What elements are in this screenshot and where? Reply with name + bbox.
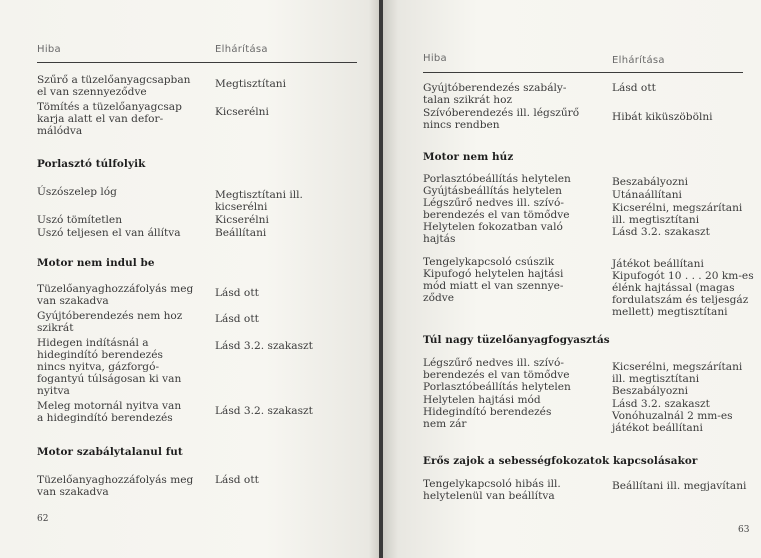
- fix-line: Megtisztítani ill.: [215, 189, 303, 201]
- fix-line: Kicserélni, megszárítani: [612, 361, 743, 373]
- cause-line: Légszűrő nedves ill. szívó-: [423, 197, 564, 209]
- header-hiba: Hiba: [423, 53, 447, 64]
- cause-line: van szakadva: [37, 295, 109, 307]
- cause-line: szikrát: [37, 322, 74, 334]
- fix-line: Hibát kiküszöbölni: [612, 111, 713, 123]
- cause-line: berendezés el van tömődve: [423, 369, 570, 381]
- section-title: Motor nem indul be: [37, 257, 155, 269]
- cause-line: mód miatt el van szennye-: [423, 280, 564, 292]
- fix-line: Megtisztítani: [215, 78, 286, 90]
- fix-line: Lásd ott: [215, 474, 259, 486]
- cause-line: Hidegen indításnál a: [37, 337, 149, 349]
- fix-line: Kicserélni, megszárítani: [612, 202, 743, 214]
- cause-line: fogantyú túlságosan ki van: [37, 373, 182, 385]
- section-title: Túl nagy tüzelőanyagfogyasztás: [423, 334, 610, 346]
- cause-line: van szakadva: [37, 486, 109, 498]
- fix-line: ill. megtisztítani: [612, 214, 700, 226]
- cause-line: Tengelykapcsoló csúszik: [423, 256, 555, 268]
- fix-line: kicserélni: [215, 201, 268, 213]
- fix-line: Lásd ott: [612, 82, 656, 94]
- fix-line: Beállítani ill. megjavítani: [612, 480, 747, 492]
- cause-line: nincs nyitva, gázforgó-: [37, 361, 160, 373]
- fix-line: Kipufogót 10 . . . 20 km-es: [612, 270, 754, 282]
- cause-line: Tüzelőanyaghozzáfolyás meg: [37, 474, 194, 486]
- cause-line: helytelenül van beállítva: [423, 490, 555, 502]
- fix-line: Lásd 3.2. szakaszt: [612, 226, 710, 238]
- page-number: 62: [37, 514, 49, 524]
- cause-line: Porlasztóbeállítás helytelen: [423, 173, 571, 185]
- fix-line: ill. megtisztítani: [612, 373, 700, 385]
- cause-line: karja alatt el van defor-: [37, 113, 164, 125]
- cause-line: málódva: [37, 125, 83, 137]
- fix-line: Lásd 3.2. szakaszt: [612, 398, 710, 410]
- cause-line: Szívóberendezés ill. légszűrő: [423, 107, 580, 119]
- fix-line: Utánaállítani: [612, 189, 682, 201]
- cause-line: hidegindító berendezés: [37, 349, 163, 361]
- header-elharitasa: Elhárítása: [215, 44, 268, 55]
- page-number: 63: [738, 525, 750, 535]
- cause-line: nincs rendben: [423, 119, 500, 131]
- fix-line: élénk hajtással (magas: [612, 282, 735, 294]
- section-title: Porlasztó túlfolyik: [37, 158, 146, 170]
- header-elharitasa: Elhárítása: [612, 55, 665, 66]
- cause-line: Tömítés a tüzelőanyagcsap: [37, 101, 182, 113]
- left-page: [0, 0, 380, 558]
- cause-line: Légszűrő nedves ill. szívó-: [423, 357, 564, 369]
- fix-line: Lásd ott: [215, 313, 259, 325]
- cause-line: Hidegindító berendezés: [423, 406, 552, 418]
- cause-line: el van szennyeződve: [37, 86, 147, 98]
- cause-line: a hidegindító berendezés: [37, 412, 173, 424]
- fix-line: fordulatszám és teljesgáz: [612, 294, 749, 306]
- header-rule: [37, 62, 357, 63]
- fix-line: Lásd 3.2. szakaszt: [215, 405, 313, 417]
- fix-line: Beszabályozni: [612, 385, 689, 397]
- cause-line: Helytelen fokozatban való: [423, 221, 563, 233]
- fix-line: Kicserélni: [215, 214, 269, 226]
- section-title: Erős zajok a sebességfokozatok kapcsolásakor: [423, 455, 698, 467]
- cause-line: berendezés el van tömődve: [423, 209, 570, 221]
- cause-line: nyitva: [37, 385, 70, 397]
- cause-line: Gyújtóberendezés nem hoz: [37, 310, 183, 322]
- right-page: [383, 0, 761, 558]
- fix-line: Vonóhuzalnál 2 mm-es: [612, 410, 733, 422]
- cause-line: Uszó teljesen el van állítva: [37, 227, 181, 239]
- cause-line: Meleg motornál nyitva van: [37, 400, 182, 412]
- section-title: Motor nem húz: [423, 151, 514, 163]
- header-hiba: Hiba: [37, 44, 61, 55]
- fix-line: Kicserélni: [215, 106, 269, 118]
- cause-line: Gyújtásbeállítás helytelen: [423, 185, 562, 197]
- fix-line: Beállítani: [215, 227, 267, 239]
- cause-line: nem zár: [423, 418, 467, 430]
- cause-line: ződve: [423, 292, 454, 304]
- cause-line: hajtás: [423, 233, 456, 245]
- fix-line: Játékot beállítani: [612, 258, 704, 270]
- cause-line: Gyújtóberendezés szabály-: [423, 82, 567, 94]
- cause-line: Kipufogó helytelen hajtási: [423, 268, 564, 280]
- cause-line: talan szikrát hoz: [423, 94, 513, 106]
- fix-line: mellett) megtisztítani: [612, 306, 728, 318]
- fix-line: játékot beállítani: [612, 422, 703, 434]
- fix-line: Beszabályozni: [612, 176, 689, 188]
- cause-line: Uszó tömítetlen: [37, 214, 123, 226]
- cause-line: Szűrő a tüzelőanyagcsapban: [37, 74, 191, 86]
- section-title: Motor szabálytalanul fut: [37, 446, 183, 458]
- cause-line: Tüzelőanyaghozzáfolyás meg: [37, 283, 194, 295]
- cause-line: Porlasztóbeállítás helytelen: [423, 381, 571, 393]
- cause-line: Tengelykapcsoló hibás ill.: [423, 478, 561, 490]
- fix-line: Lásd 3.2. szakaszt: [215, 340, 313, 352]
- fix-line: Lásd ott: [215, 287, 259, 299]
- header-rule: [423, 72, 743, 73]
- cause-line: Helytelen hajtási mód: [423, 394, 541, 406]
- cause-line: Úszószelep lóg: [37, 186, 117, 198]
